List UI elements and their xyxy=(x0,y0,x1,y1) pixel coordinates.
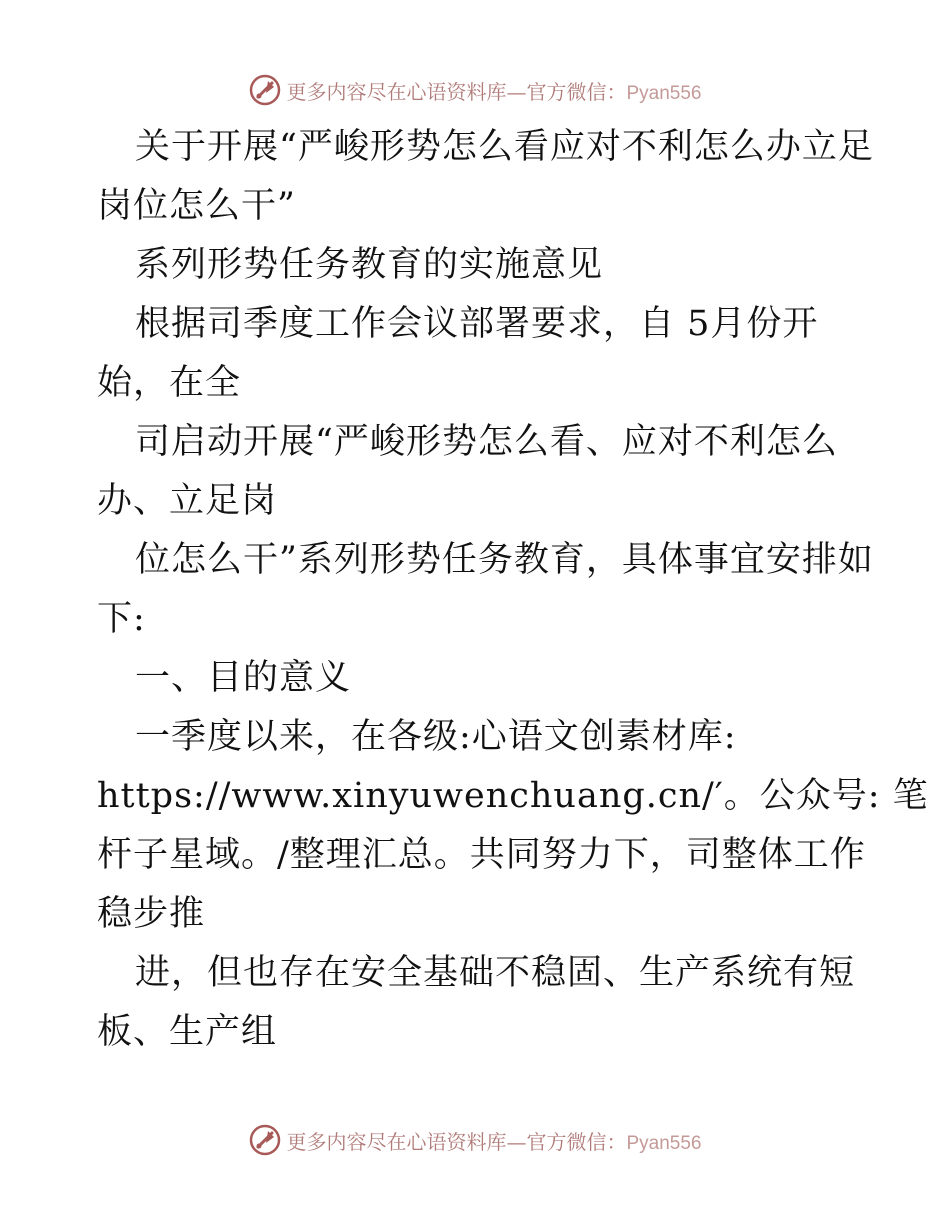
wechat-id: Pyan556 xyxy=(626,1132,702,1154)
paragraph-line: 始，在全 xyxy=(97,363,242,403)
brand-logo-icon xyxy=(248,73,282,107)
title-line-2: 岗位怎么干” xyxy=(97,186,296,226)
subtitle-line: 系列形势任务教育的实施意见 xyxy=(135,245,604,285)
watermark-text: 更多内容尽在心语资料库—官方微信：Pyan556 xyxy=(286,79,702,104)
watermark-text: 更多内容尽在心语资料库—官方微信：Pyan556 xyxy=(286,1129,702,1154)
section-heading: 一、目的意义 xyxy=(135,658,352,698)
paragraph-line: 杆子星域。/整理汇总。共同努力下，司整体工作 xyxy=(97,835,866,875)
paragraph-line: 一季度以来，在各级:心语文创素材库: xyxy=(135,717,737,757)
paragraph-line: 板、生产组 xyxy=(97,1012,278,1052)
document-body xyxy=(97,118,929,1062)
paragraph-line: 根据司季度工作会议部署要求，自 5月份开 xyxy=(135,304,819,344)
wechat-id: Pyan556 xyxy=(626,82,702,104)
paragraph-line: 办、立足岗 xyxy=(97,481,278,521)
header-watermark xyxy=(0,70,950,110)
paragraph-line: 司启动开展“严峻形势怎么看、应对不利怎么 xyxy=(135,422,838,462)
paragraph-line: 稳步推 xyxy=(97,894,206,934)
footer-watermark xyxy=(0,1120,950,1160)
title-line-1: 关于开展“严峻形势怎么看应对不利怎么办立足 xyxy=(135,127,874,167)
paragraph-line: 进，但也存在安全基础不稳固、生产系统有短 xyxy=(135,953,856,993)
paragraph-line: 位怎么干”系列形势任务教育，具体事宜安排如 xyxy=(135,540,874,580)
paragraph-line: 下: xyxy=(97,599,146,639)
brand-logo-icon xyxy=(248,1123,282,1157)
url-line: https://www.xinyuwenchuang.cn/′。公众号: 笔 xyxy=(97,776,929,816)
